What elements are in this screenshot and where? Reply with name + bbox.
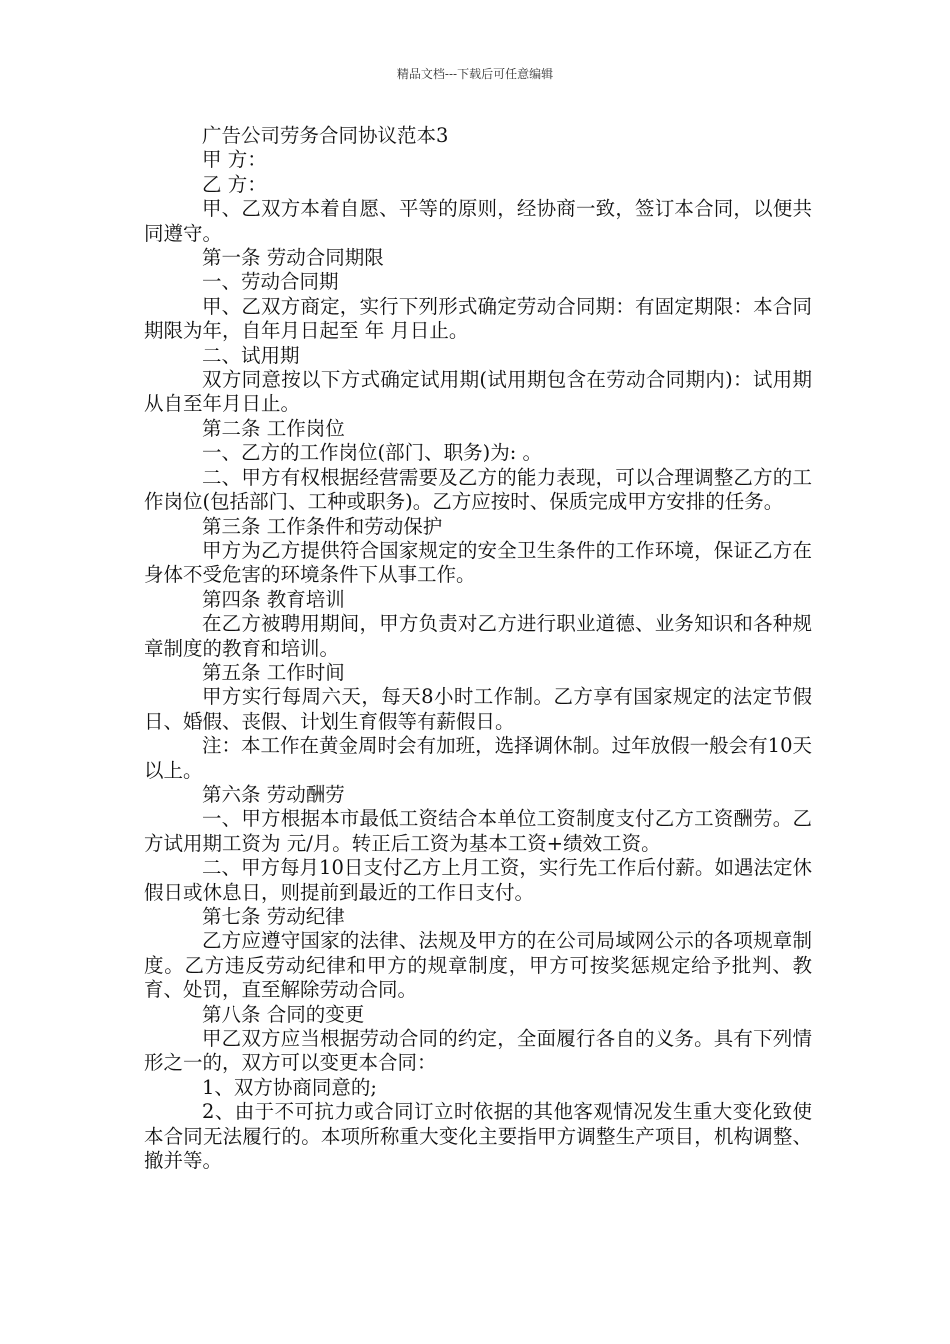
party-a-line: 甲 方： [202,148,267,172]
article-heading: 第二条 工作岗位 [202,416,345,440]
body-paragraph: 甲乙双方应当根据劳动合同的约定，全面履行各自的义务。具有下列情形之一的，双方可以变更本合同： [144,1027,812,1075]
body-paragraph: 二、甲方每月10日支付乙方上月工资，实行先工作后付薪。如遇法定休假日或休息日，则提前到最近的工作日支付。 [144,856,812,904]
body-paragraph: 一、甲方根据本市最低工资结合本单位工资制度支付乙方工资酬劳。乙方试用期工资为 元/月。转正后工资为基本工资+绩效工资。 [144,807,812,855]
list-item: 2、由于不可抗力或合同订立时依据的其他客观情况发生重大变化致使本合同无法履行的。本项所称重大变化主要指甲方调整生产项目，机构调整、撤并等。 [144,1100,812,1173]
section-heading: 二、试用期 [202,343,300,367]
body-paragraph: 甲方实行每周六天，每天8小时工作制。乙方享有国家规定的法定节假日、婚假、丧假、计划生育假等有薪假日。 [144,685,812,733]
article-heading: 第三条 工作条件和劳动保护 [202,514,443,538]
article-heading: 第七条 劳动纪律 [202,905,345,928]
section-heading: 一、劳动合同期 [202,270,339,294]
article-heading: 第五条 工作时间 [202,660,345,684]
list-item: 1、双方协商同意的; [202,1075,377,1099]
document-title: 广告公司劳务合同协议范本3 [202,124,449,147]
preamble-paragraph: 甲、乙双方本着自愿、平等的原则，经协商一致，签订本合同，以便共同遵守。 [144,197,812,245]
body-paragraph: 双方同意按以下方式确定试用期(试用期包含在劳动合同期内)：试用期从自至年月日止。 [144,368,812,416]
body-paragraph: 甲、乙双方商定，实行下列形式确定劳动合同期：有固定期限：本合同期限为年，自年月日起至 年 月日止。 [144,294,812,343]
contract-body [144,124,812,1173]
body-paragraph: 乙方应遵守国家的法律、法规及甲方的在公司局域网公示的各项规章制度。乙方违反劳动纪律和甲方的规章制度，甲方可按奖惩规定给予批判、教育、处罚，直至解除劳动合同。 [144,929,812,1002]
article-heading: 第一条 劳动合同期限 [202,246,384,270]
body-paragraph: 二、甲方有权根据经营需要及乙方的能力表现，可以合理调整乙方的工作岗位(包括部门、工种或职务)。乙方应按时、保质完成甲方安排的任务。 [144,465,812,514]
article-heading: 第四条 教育培训 [202,587,345,611]
body-paragraph: 在乙方被聘用期间，甲方负责对乙方进行职业道德、业务知识和各种规章制度的教育和培训。 [144,612,812,660]
body-paragraph: 甲方为乙方提供符合国家规定的安全卫生条件的工作环境，保证乙方在身体不受危害的环境条件下从事工作。 [144,538,812,587]
party-b-line: 乙 方： [202,172,267,196]
note-paragraph: 注：本工作在黄金周时会有加班，选择调休制。过年放假一般会有10天以上。 [144,734,812,782]
article-heading: 第八条 合同的变更 [202,1002,365,1026]
body-paragraph: 一、乙方的工作岗位(部门、职务)为: 。 [202,441,542,465]
page-header: 精品文档---下载后可任意编辑 [396,67,554,81]
article-heading: 第六条 劳动酬劳 [202,782,345,806]
